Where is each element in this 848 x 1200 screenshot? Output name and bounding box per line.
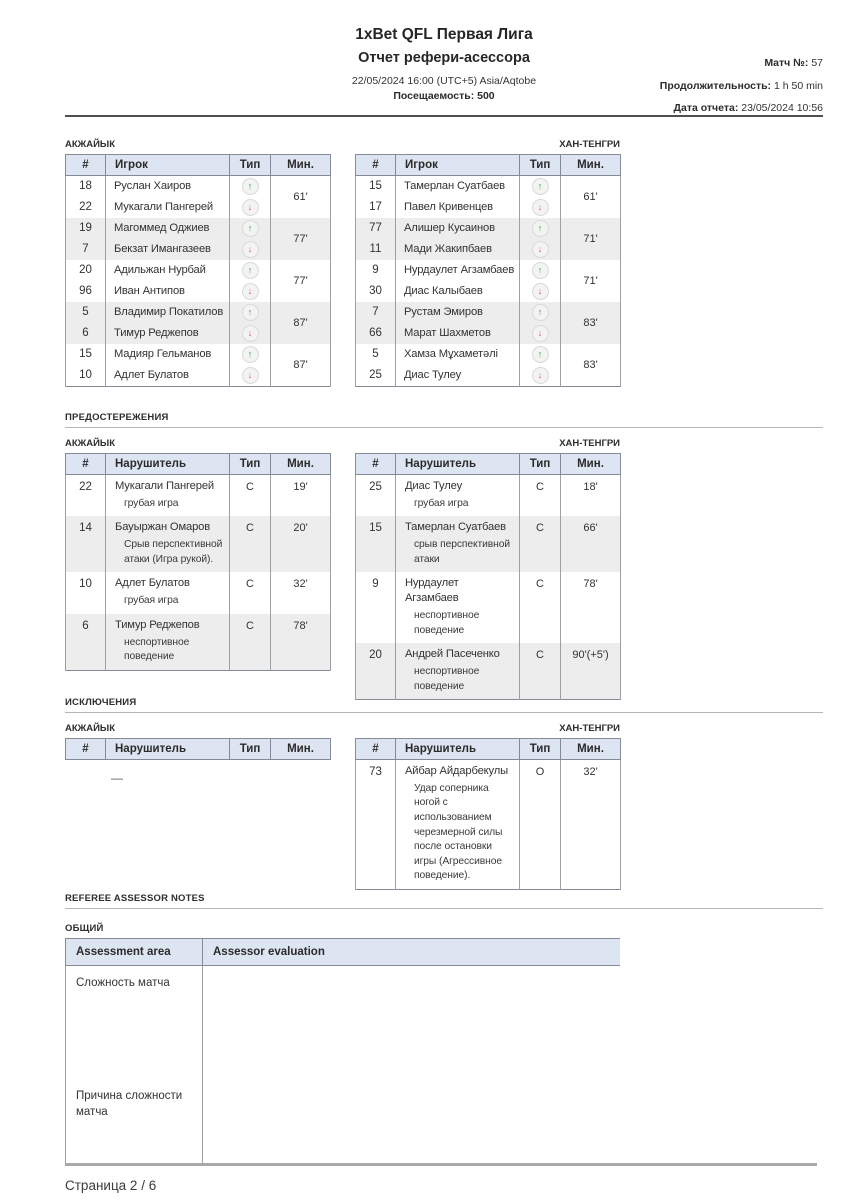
- sub-type-cell: [230, 365, 271, 387]
- sub-in-row: [356, 218, 621, 239]
- player-name-cell: Владимир Покатилов: [106, 302, 230, 323]
- match-number-value: 57: [811, 57, 823, 69]
- sub-type-cell: [520, 302, 561, 323]
- card-type-cell: С: [230, 614, 271, 671]
- player-number-cell: 5: [66, 302, 106, 323]
- substitution-group: [66, 176, 331, 219]
- player-name-cell: Мадияр Гельманов: [106, 344, 230, 365]
- report-title: 1xBet QFL Первая Лига: [355, 26, 533, 43]
- col-type: Тип: [520, 739, 561, 760]
- col-min: Мин.: [561, 155, 621, 176]
- player-number-cell: 20: [66, 260, 106, 281]
- col-assessment-area: Assessment area: [66, 939, 203, 966]
- player-number-cell: 77: [356, 218, 396, 239]
- sub-type-cell: [230, 239, 271, 260]
- match-datetime: 22/05/2024 16:00 (UTC+5) Asia/Aqtobe: [351, 75, 537, 87]
- assessor-evaluation-cell: [203, 1079, 621, 1165]
- offender-number-cell: 9: [356, 572, 396, 643]
- caution-row: [356, 572, 621, 643]
- report-subtitle: Отчет рефери-асессора: [358, 50, 530, 66]
- caution-minute-cell: 90'(+5'): [561, 643, 621, 700]
- offender-number-cell: 73: [356, 760, 396, 890]
- player-number-cell: 19: [66, 218, 106, 239]
- offender-name: Диас Тулеу: [405, 480, 463, 492]
- player-out-icon: ↓: [532, 283, 549, 300]
- sub-minute-cell: 83': [561, 344, 621, 387]
- offender-name: Мукагали Пангерей: [115, 480, 214, 492]
- sub-in-row: [66, 176, 331, 198]
- assessment-area-cell: Причина сложности матча: [66, 1079, 203, 1165]
- col-player: Игрок: [106, 155, 230, 176]
- sub-in-row: [356, 176, 621, 198]
- player-out-icon: ↓: [242, 367, 259, 384]
- cautions-table-home: [65, 453, 331, 671]
- offender-number-cell: 22: [66, 475, 106, 517]
- match-duration-label: Продолжительность:: [659, 79, 772, 92]
- page-number: Страница 2 / 6: [65, 1178, 157, 1193]
- assessment-table-wrap: [65, 938, 620, 1165]
- cautions-home-col: [65, 438, 330, 671]
- exclusions-home-col: [65, 723, 330, 785]
- card-type-cell: С: [520, 572, 561, 643]
- col-min: Мин.: [271, 454, 331, 475]
- player-out-icon: ↓: [532, 241, 549, 258]
- attendance-value: 500: [477, 90, 495, 102]
- player-number-cell: 18: [66, 176, 106, 198]
- player-in-icon: ↑: [532, 220, 549, 237]
- player-number-cell: 30: [356, 281, 396, 302]
- sub-in-row: [66, 302, 331, 323]
- player-number-cell: 5: [356, 344, 396, 365]
- sub-minute-cell: 61': [561, 176, 621, 219]
- no-exclusions-dash: —: [111, 771, 123, 785]
- match-number: [660, 52, 823, 75]
- cautions-away-col: [355, 438, 620, 700]
- match-number-label: Матч №:: [764, 57, 809, 69]
- player-name-cell: Мукагали Пангерей: [106, 197, 230, 218]
- sub-type-cell: [520, 344, 561, 365]
- col-type: Тип: [520, 454, 561, 475]
- col-num: #: [66, 155, 106, 176]
- player-number-cell: 15: [66, 344, 106, 365]
- offender-number-cell: 6: [66, 614, 106, 671]
- caution-reason: неспортивное поведение: [124, 636, 190, 663]
- col-type: Тип: [230, 155, 271, 176]
- caution-minute-cell: 78': [271, 614, 331, 671]
- col-num: #: [356, 739, 396, 760]
- notes-group-title: ОБЩИЙ: [65, 923, 104, 934]
- caution-minute-cell: 19': [271, 475, 331, 517]
- player-name-cell: Диас Калыбаев: [396, 281, 520, 302]
- substitution-group: [66, 218, 331, 260]
- substitutions-table-away: [355, 154, 621, 387]
- player-out-icon: ↓: [242, 283, 259, 300]
- offender-name: Адлет Булатов: [115, 577, 190, 590]
- card-type-cell: С: [520, 516, 561, 572]
- offender-number-cell: 20: [356, 643, 396, 700]
- sub-in-row: [66, 260, 331, 281]
- caution-reason: Срыв перспективной атаки (Игра рукой).: [124, 539, 223, 565]
- player-name-cell: Марат Шахметов: [396, 323, 520, 344]
- player-out-icon: ↓: [242, 325, 259, 342]
- team-label-home: АКЖАЙЫК: [65, 139, 116, 150]
- team-label-away: ХАН-ТЕНГРИ: [559, 723, 620, 734]
- section-substitutions: [65, 139, 623, 387]
- sub-in-row: [356, 302, 621, 323]
- caution-row: [356, 643, 621, 700]
- player-number-cell: 96: [66, 281, 106, 302]
- substitutions-home-col: [65, 139, 330, 387]
- sub-type-cell: [520, 281, 561, 302]
- footer-divider: [65, 1163, 817, 1166]
- player-in-icon: ↑: [242, 220, 259, 237]
- caution-reason: неспортивное поведение: [414, 609, 480, 636]
- caution-minute-cell: 32': [271, 572, 331, 613]
- sub-type-cell: [520, 239, 561, 260]
- col-min: Мин.: [561, 454, 621, 475]
- player-number-cell: 25: [356, 365, 396, 387]
- offender-name-cell: [106, 475, 230, 517]
- section-divider: [65, 908, 823, 909]
- team-label-home: АКЖАЙЫК: [65, 723, 116, 734]
- caution-row: [356, 475, 621, 517]
- sub-type-cell: [230, 302, 271, 323]
- table-header-row: [356, 155, 621, 176]
- assessment-row: [66, 1079, 621, 1165]
- substitution-group: [356, 302, 621, 344]
- card-type-cell: С: [230, 516, 271, 572]
- substitution-group: [66, 344, 331, 387]
- sub-type-cell: [520, 218, 561, 239]
- player-in-icon: ↑: [532, 304, 549, 321]
- sub-in-row: [356, 344, 621, 365]
- offender-name-cell: [396, 643, 520, 700]
- caution-row: [66, 614, 331, 671]
- sub-type-cell: [230, 218, 271, 239]
- col-player: Игрок: [396, 155, 520, 176]
- offender-name: Андрей Пасеченко: [405, 648, 500, 661]
- assessment-area-cell: Сложность матча: [66, 966, 203, 1080]
- sub-minute-cell: 87': [271, 302, 331, 344]
- sub-minute-cell: 87': [271, 344, 331, 387]
- report-date-value: 23/05/2024 10:56: [741, 102, 823, 115]
- table-header-row: [66, 739, 331, 760]
- caution-minute-cell: 78': [561, 572, 621, 643]
- offender-name-cell: [396, 516, 520, 572]
- sub-minute-cell: 71': [561, 260, 621, 302]
- substitution-group: [356, 176, 621, 219]
- sub-type-cell: [520, 365, 561, 387]
- page-footer: [65, 1163, 817, 1193]
- assessor-evaluation-cell: [203, 966, 621, 1080]
- exclusion-row: [356, 760, 621, 890]
- offender-name: Тимур Реджепов: [115, 618, 200, 631]
- exclusion-minute-cell: 32': [561, 760, 621, 890]
- caution-reason: срыв перспективной атаки: [414, 539, 511, 565]
- player-out-icon: ↓: [532, 325, 549, 342]
- caution-minute-cell: 18': [561, 475, 621, 517]
- substitution-group: [356, 260, 621, 302]
- player-out-icon: ↓: [532, 199, 549, 216]
- offender-name: Тамерлан Суатбаев: [405, 521, 506, 534]
- cautions-tables: [65, 438, 620, 700]
- attendance-label: Посещаемость:: [393, 90, 475, 102]
- table-header-row: [356, 739, 621, 760]
- player-number-cell: 7: [356, 302, 396, 323]
- team-label-home: АКЖАЙЫК: [65, 438, 116, 449]
- offender-name-cell: [396, 572, 520, 643]
- col-num: #: [66, 739, 106, 760]
- player-name-cell: Адлет Булатов: [106, 365, 230, 387]
- cautions-table-away: [355, 453, 621, 700]
- caution-reason: грубая игра: [124, 497, 179, 509]
- sub-in-row: [66, 344, 331, 365]
- table-header-row: [356, 454, 621, 475]
- sub-type-cell: [230, 197, 271, 218]
- caution-row: [66, 516, 331, 572]
- col-type: Тип: [520, 155, 561, 176]
- report-date-label: Дата отчета:: [673, 102, 739, 115]
- sub-minute-cell: 71': [561, 218, 621, 260]
- cautions-section-title: ПРЕДОСТЕРЕЖЕНИЯ: [65, 412, 169, 423]
- offender-name-cell: [106, 614, 230, 671]
- exclusions-table-home: [65, 738, 331, 760]
- player-number-cell: 17: [356, 197, 396, 218]
- player-out-icon: ↓: [242, 199, 259, 216]
- caution-minute-cell: 20': [271, 516, 331, 572]
- team-label-away: ХАН-ТЕНГРИ: [559, 438, 620, 449]
- offender-name: Айбар Айдарбекулы: [405, 765, 508, 777]
- sub-type-cell: [230, 260, 271, 281]
- section-divider: [65, 427, 823, 428]
- table-header-row: [66, 454, 331, 475]
- section-assessor-notes: [65, 893, 623, 1165]
- caution-reason: грубая игра: [414, 497, 469, 509]
- sub-in-row: [66, 218, 331, 239]
- offender-number-cell: 10: [66, 572, 106, 613]
- section-divider: [65, 712, 823, 713]
- col-offender: Нарушитель: [106, 739, 230, 760]
- substitution-group: [66, 302, 331, 344]
- sub-type-cell: [230, 281, 271, 302]
- section-exclusions: [65, 697, 623, 890]
- assessment-table: [65, 938, 620, 1165]
- player-name-cell: Тимур Реджепов: [106, 323, 230, 344]
- offender-name-cell: [396, 760, 520, 890]
- offender-name-cell: [106, 516, 230, 572]
- col-offender: Нарушитель: [106, 454, 230, 475]
- sub-minute-cell: 77': [271, 218, 331, 260]
- table-header-row: [66, 155, 331, 176]
- sub-type-cell: [520, 197, 561, 218]
- exclusions-tables: [65, 723, 620, 890]
- col-min: Мин.: [271, 739, 331, 760]
- offender-number-cell: 14: [66, 516, 106, 572]
- player-in-icon: ↑: [242, 262, 259, 279]
- offender-number-cell: 15: [356, 516, 396, 572]
- table-header-row: [66, 939, 621, 966]
- player-in-icon: ↑: [242, 178, 259, 195]
- player-in-icon: ↑: [532, 346, 549, 363]
- player-number-cell: 9: [356, 260, 396, 281]
- exclusions-table-away: [355, 738, 621, 890]
- sub-type-cell: [520, 260, 561, 281]
- substitution-group: [66, 260, 331, 302]
- player-name-cell: Рустам Эмиров: [396, 302, 520, 323]
- col-num: #: [356, 155, 396, 176]
- player-name-cell: Мади Жакипбаев: [396, 239, 520, 260]
- substitution-group: [356, 218, 621, 260]
- offender-name-cell: [106, 572, 230, 613]
- match-duration: [660, 75, 823, 98]
- player-name-cell: Адильжан Нурбай: [106, 260, 230, 281]
- section-cautions: [65, 412, 623, 700]
- header-divider: [65, 115, 823, 117]
- exclusions-away-col: [355, 723, 620, 890]
- player-name-cell: Хамза Мұхаметәлі: [396, 344, 520, 365]
- col-num: #: [66, 454, 106, 475]
- match-duration-value: 1 h 50 min: [773, 79, 823, 92]
- assessment-row: [66, 966, 621, 1080]
- player-name-cell: Магоммед Оджиев: [106, 218, 230, 239]
- player-number-cell: 22: [66, 197, 106, 218]
- player-number-cell: 66: [356, 323, 396, 344]
- player-name-cell: Бекзат Имангазеев: [106, 239, 230, 260]
- col-type: Тип: [230, 739, 271, 760]
- col-min: Мин.: [271, 155, 331, 176]
- offender-name: Нурдаулет Агзамбаев: [405, 577, 459, 605]
- col-min: Мин.: [561, 739, 621, 760]
- player-name-cell: Нурдаулет Агзамбаев: [396, 260, 520, 281]
- substitutions-tables: [65, 139, 620, 387]
- caution-row: [356, 516, 621, 572]
- card-type-cell: О: [520, 760, 561, 890]
- substitution-group: [356, 344, 621, 387]
- offender-name: Бауыржан Омаров: [115, 521, 211, 534]
- col-assessor-evaluation: Assessor evaluation: [203, 939, 621, 966]
- substitutions-table-home: [65, 154, 331, 387]
- player-out-icon: ↓: [242, 241, 259, 258]
- sub-type-cell: [230, 344, 271, 365]
- player-name-cell: Иван Антипов: [106, 281, 230, 302]
- offender-number-cell: 25: [356, 475, 396, 517]
- header-meta-right: [660, 52, 823, 120]
- notes-section-title: REFEREE ASSESSOR NOTES: [65, 893, 205, 904]
- card-type-cell: С: [230, 475, 271, 517]
- sub-type-cell: [230, 323, 271, 344]
- caution-reason: неспортивное поведение: [414, 665, 480, 692]
- exclusions-section-title: ИСКЛЮЧЕНИЯ: [65, 697, 137, 708]
- card-type-cell: С: [520, 643, 561, 700]
- caution-minute-cell: 66': [561, 516, 621, 572]
- sub-minute-cell: 61': [271, 176, 331, 219]
- player-name-cell: Руслан Хаиров: [106, 176, 230, 198]
- report-header: [65, 26, 823, 115]
- caution-row: [66, 572, 331, 613]
- sub-minute-cell: 77': [271, 260, 331, 302]
- col-num: #: [356, 454, 396, 475]
- player-number-cell: 11: [356, 239, 396, 260]
- player-in-icon: ↑: [532, 262, 549, 279]
- player-name-cell: Тамерлан Суатбаев: [396, 176, 520, 198]
- team-label-away: ХАН-ТЕНГРИ: [559, 139, 620, 150]
- caution-reason: грубая игра: [124, 595, 179, 607]
- sub-type-cell: [230, 176, 271, 198]
- substitutions-away-col: [355, 139, 620, 387]
- player-number-cell: 15: [356, 176, 396, 198]
- player-number-cell: 7: [66, 239, 106, 260]
- col-type: Тип: [230, 454, 271, 475]
- exclusion-reason: Удар соперника ногой с использованием черезмерной силы после остановки игры (Агрессивное поведение).: [414, 782, 503, 882]
- player-in-icon: ↑: [532, 178, 549, 195]
- sub-minute-cell: 83': [561, 302, 621, 344]
- player-name-cell: Диас Тулеу: [396, 365, 520, 387]
- player-out-icon: ↓: [532, 367, 549, 384]
- card-type-cell: С: [520, 475, 561, 517]
- offender-name-cell: [396, 475, 520, 517]
- col-offender: Нарушитель: [396, 454, 520, 475]
- sub-type-cell: [520, 176, 561, 198]
- caution-row: [66, 475, 331, 517]
- sub-type-cell: [520, 323, 561, 344]
- player-number-cell: 6: [66, 323, 106, 344]
- player-number-cell: 10: [66, 365, 106, 387]
- player-in-icon: ↑: [242, 304, 259, 321]
- player-in-icon: ↑: [242, 346, 259, 363]
- player-name-cell: Павел Кривенцев: [396, 197, 520, 218]
- card-type-cell: С: [230, 572, 271, 613]
- sub-in-row: [356, 260, 621, 281]
- col-offender: Нарушитель: [396, 739, 520, 760]
- player-name-cell: Алишер Кусаинов: [396, 218, 520, 239]
